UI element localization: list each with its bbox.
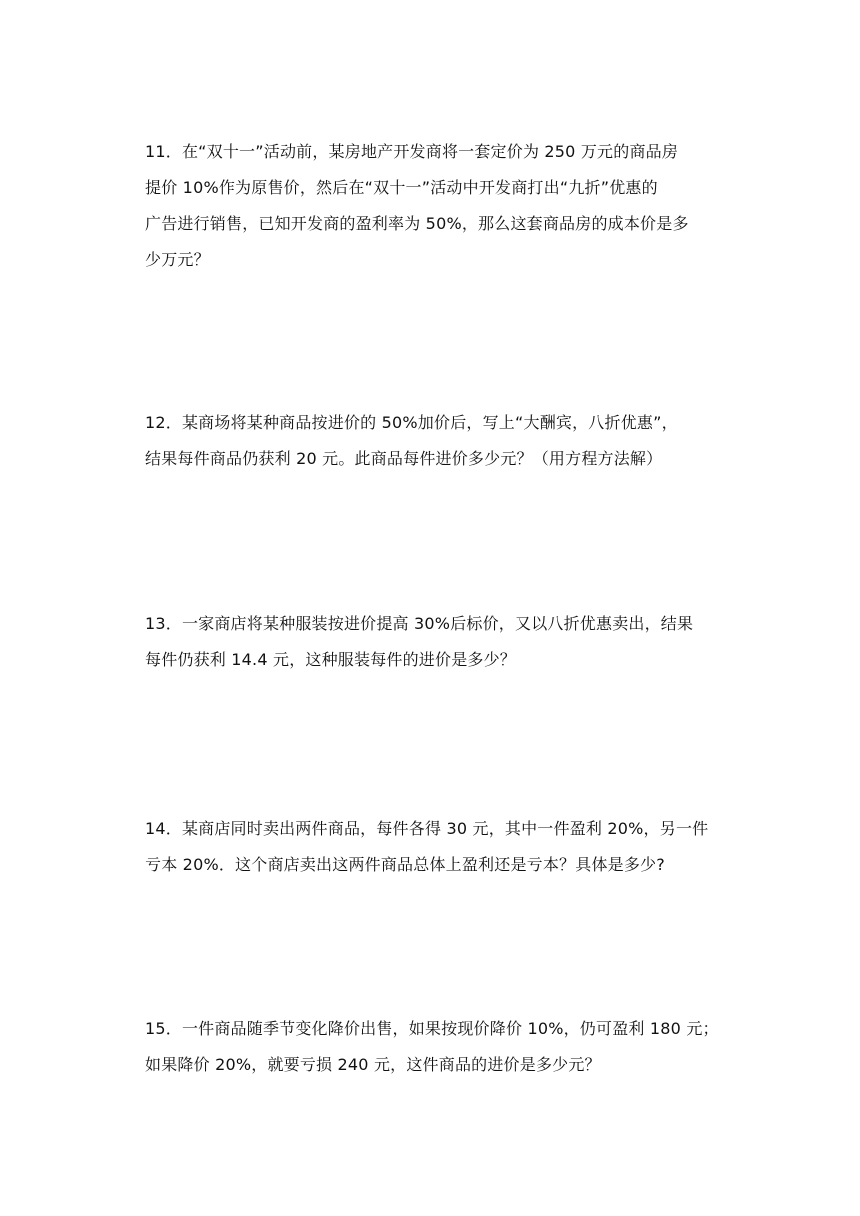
question-line: 12．某商场将某种商品按进价的 50%加价后，写上“大酬宾，八折优惠”， [145,413,678,432]
question-line: 每件仍获利 14.4 元，这种服装每件的进价是多少？ [145,650,516,669]
question-line: 亏本 20%．这个商店卖出这两件商品总体上盈利还是亏本？具体是多少? [145,855,665,874]
question-line: 提价 10%作为原售价，然后在“双十一”活动中开发商打出“九折”优惠的 [145,178,658,197]
question-13 [145,606,723,678]
question-line: 15．一件商品随季节变化降价出售，如果按现价降价 10%，仍可盈利 180 元； [145,1019,719,1038]
question-15 [145,1011,723,1083]
question-line: 如果降价 20%，就要亏损 240 元，这件商品的进价是多少元？ [145,1055,601,1074]
question-12 [145,405,723,477]
question-line: 广告进行销售，已知开发商的盈利率为 50%，那么这套商品房的成本价是多 [145,214,689,233]
question-line: 11．在“双十一”活动前，某房地产开发商将一套定价为 250 万元的商品房 [145,142,679,161]
question-14 [145,811,723,883]
question-11 [145,134,723,278]
question-line: 结果每件商品仍获利 20 元。此商品每件进价多少元？（用方程方法解） [145,449,663,468]
question-line: 13．一家商店将某种服装按进价提高 30%后标价，又以八折优惠卖出，结果 [145,614,694,633]
question-line: 14．某商店同时卖出两件商品，每件各得 30 元，其中一件盈利 20%，另一件 [145,819,709,838]
question-line: 少万元？ [145,250,210,269]
